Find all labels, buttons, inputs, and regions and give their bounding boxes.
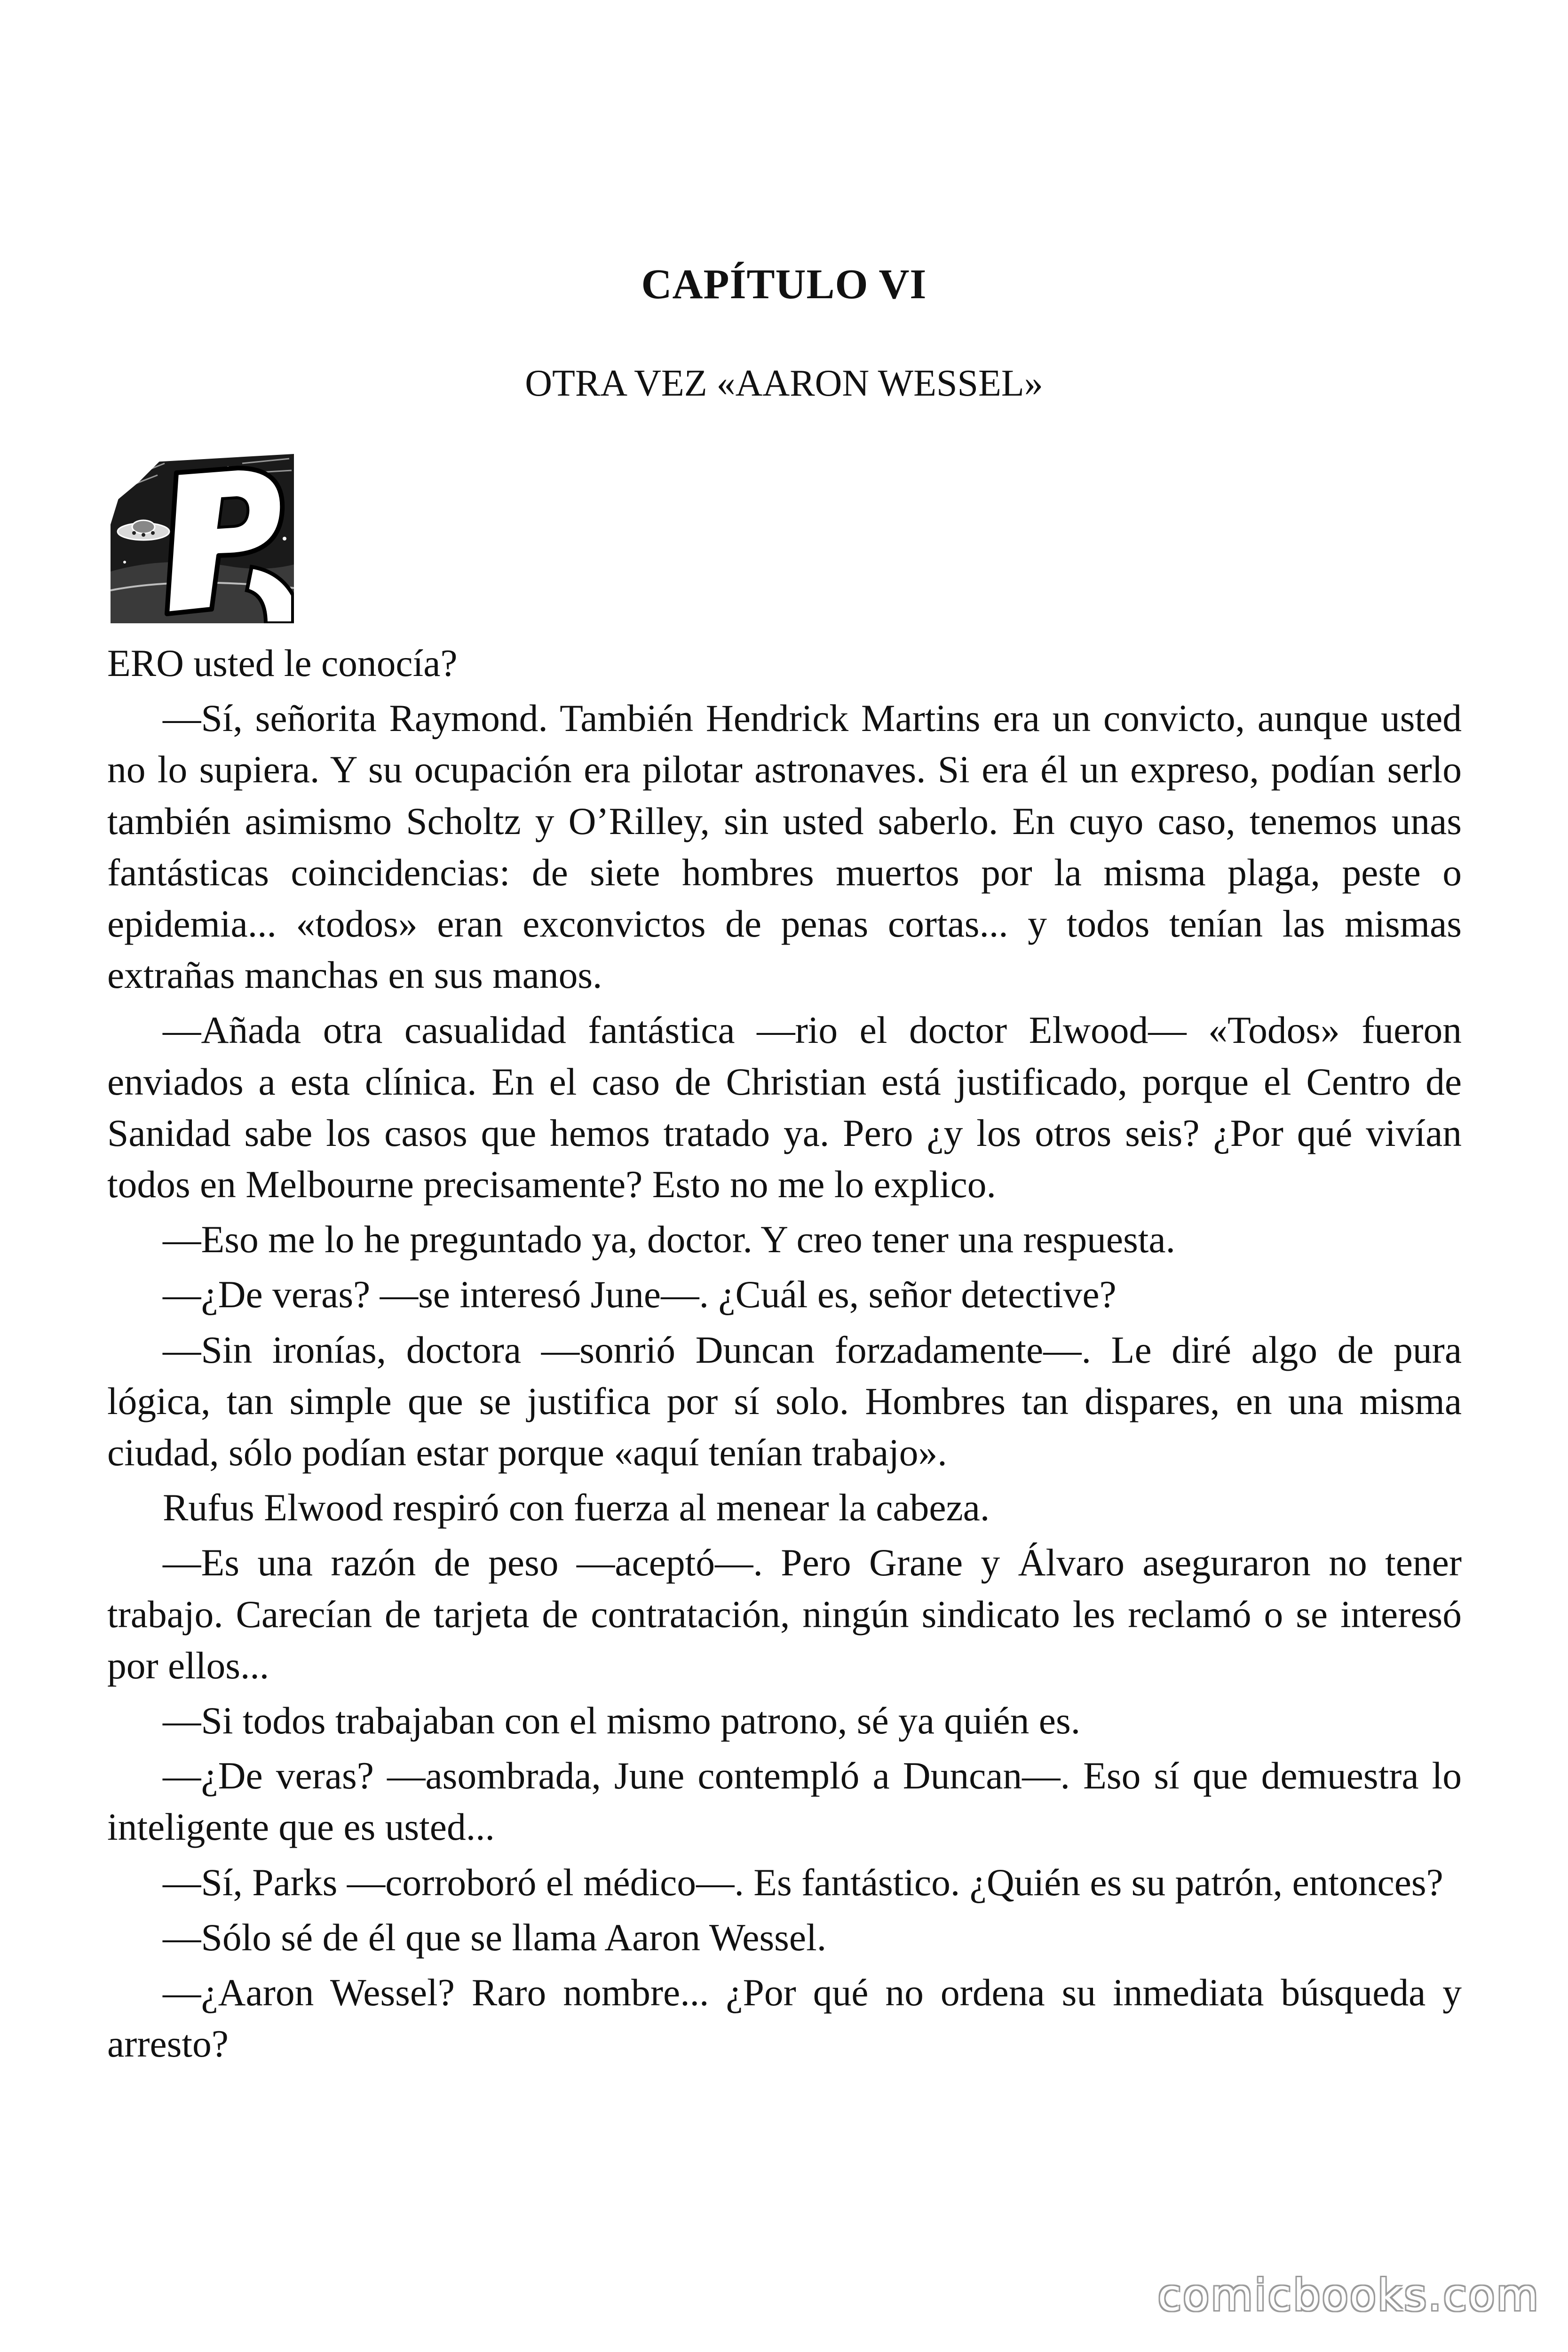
chapter-title: CAPÍTULO VI [641, 261, 927, 308]
paragraph: —Sólo sé de él que se llama Aaron Wessel. [163, 1915, 827, 1959]
paragraph: —Sin ironías, doctora —sonrió Duncan forzadamente—. Le diré algo de pura lógica, tan simple que se justifica por sí solo. Hombres tan dispares, en una misma ciudad, sólo podían estar porque «aquí tenían trabajo». [107, 1328, 1462, 1474]
paragraph: —¿De veras? —asombrada, June contempló a Duncan—. Eso sí que demuestra lo inteligente que es usted... [107, 1754, 1462, 1849]
paragraph: —Eso me lo he preguntado ya, doctor. Y creo tener una respuesta. [163, 1218, 1175, 1261]
paragraph: —Sí, señorita Raymond. También Hendrick Martins era un convicto, aunque usted no lo supiera. Y su ocupación era pilotar astronaves. Si era él un expreso, podían serlo también asimismo Scholtz y O’Rilley, sin usted saberlo. En cuyo caso, tenemos unas fantásticas coincidencias: de siete hombres muertos por la misma plaga, peste o epidemia... «todos» eran exconvictos de penas cortas... y todos tenían las mismas extrañas manchas en sus manos. [107, 697, 1462, 997]
paragraph: Rufus Elwood respiró con fuerza al menear la cabeza. [163, 1486, 990, 1529]
paragraph: —¿De veras? —se interesó June—. ¿Cuál es, señor detective? [163, 1273, 1117, 1316]
paragraph: —Es una razón de peso —aceptó—. Pero Grane y Álvaro aseguraron no tener trabajo. Carecían de tarjeta de contratación, ningún sindicato les reclamó o se interesó por ellos... [107, 1541, 1462, 1687]
paragraph: —Añada otra casualidad fantástica —rio el doctor Elwood— «Todos» fueron enviados a esta clínica. En el caso de Christian está justificado, porque el Centro de Sanidad sabe los casos que hemos tratado ya. Pero ¿y los otros seis? ¿Por qué vivían todos en Melbourne precisamente? Esto no me lo explico. [107, 1009, 1462, 1206]
watermark: comicbooks.com [1157, 2270, 1540, 2320]
chapter-subtitle: OTRA VEZ «AARON WESSEL» [525, 363, 1043, 404]
paragraph: —¿Aaron Wessel? Raro nombre... ¿Por qué no ordena su inmediata búsqueda y arresto? [107, 1971, 1462, 2066]
paragraph: ERO usted le conocía? [107, 642, 458, 684]
paragraph: —Si todos trabajaban con el mismo patrono, sé ya quién es. [163, 1699, 1081, 1742]
paragraph: —Sí, Parks —corroboró el médico—. Es fantástico. ¿Quién es su patrón, entonces? [163, 1860, 1443, 1904]
dropcap-illustration [111, 454, 294, 623]
chapter-body [107, 637, 1462, 2073]
